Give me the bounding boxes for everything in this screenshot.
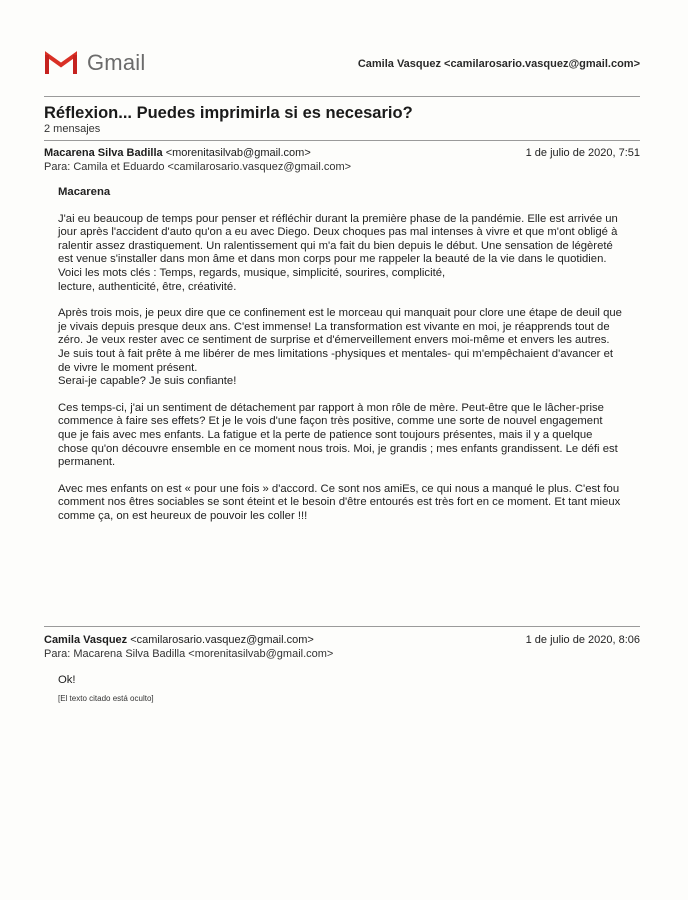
paragraph: Ces temps-ci, j'ai un sentiment de détachement par rapport à mon rôle de mère. Peut-être que le lâcher-prise commence à faire ses effets? Et je le vois d'une façon très positive, comme une sorte de nouvel engagement que je fais avec mes enfants. La fatigue et la perte de patience sont toujours présentes, mais il y a quelque chose qu'on découvre ensemble en ce moment nous trois. Moi, je grandis ; mes enfants grandissent. Le défi est permanent.: [58, 401, 618, 469]
account-identity: Camila Vasquez <camilarosario.vasquez@gmail.com>: [357, 58, 640, 70]
sender-address: <morenitasilvab@gmail.com>: [165, 147, 311, 159]
message-count: 2 mensajes: [44, 123, 101, 135]
message-1-header: [44, 147, 640, 173]
message-1-body: [58, 186, 624, 536]
recipients: Para: Camila et Eduardo <camilarosario.vasquez@gmail.com>: [44, 161, 352, 173]
paragraph: J'ai eu beaucoup de temps pour penser et réfléchir durant la première phase de la pandémie. Elle est arrivée un jour après l'accident d'auto qu'on a eu avec Diego. Deux choques pas mal intenses à vivre et que m'ont obligé à ralentir assez drastiquement. Un ralentissement qui m'a fait du bien depuis le début. Une sensation de légèreté est venue s'installer dans mon âme et dans mon corps pour me rappeler la beauté de la vie dans le quotidien. Voici les mots clés : Temps, regards, musique, simplicité, sourires, complicité, lecture, authenticité, être, créativité.: [58, 212, 618, 293]
message-2-body: [58, 674, 624, 705]
gmail-wordmark: Gmail: [87, 50, 146, 75]
print-header: [44, 48, 640, 84]
greeting: Macarena: [58, 186, 111, 198]
recipients: Para: Macarena Silva Badilla <morenitasilvab@gmail.com>: [44, 648, 334, 660]
message-date: 1 de julio de 2020, 8:06: [525, 634, 640, 646]
sender-address: <camilarosario.vasquez@gmail.com>: [130, 634, 314, 646]
message-2-header: [44, 634, 640, 660]
header-divider: [44, 96, 640, 97]
sender-name: Camila Vasquez: [44, 634, 128, 646]
paragraph: Avec mes enfants on est « pour une fois » d'accord. Ce sont nos amiEs, ce qui nous a manqué le plus. C'est fou comment nos êtres sociables se sont éteint et le besoin d'être entourés est très fort en ce moment. Et tant mieux comme ça, on est heureux de pouvoir les coller !!!: [58, 482, 621, 522]
message-date: 1 de julio de 2020, 7:51: [525, 147, 640, 159]
subject-divider: [44, 140, 640, 141]
gmail-m-icon: [44, 50, 78, 76]
paragraph: Après trois mois, je peux dire que ce confinement est le morceau qui manquait pour clore une étape de deuil que je vivais depuis presque deux ans. C'est immense! La transformation est vivante en moi, je réapprends tout de zéro. Je veux rester avec ce sentiment de surprise et d'émerveillement envers moi-même et envers les autres. Je suis tout à fait prête à me libérer de mes limitations -physiques et mentales- qui m'empêchaient d'avancer et de vivre le moment présent. Serai-je capable? Je suis confiante!: [58, 307, 622, 388]
message-divider: [44, 626, 640, 627]
sender-name: Macarena Silva Badilla: [44, 147, 163, 159]
quoted-text-toggle[interactable]: [El texto citado está oculto]: [58, 693, 154, 703]
thread-subject: Réflexion... Puedes imprimirla si es necesario?: [44, 104, 413, 122]
gmail-logo: [44, 50, 145, 76]
reply-text: Ok!: [58, 674, 76, 686]
